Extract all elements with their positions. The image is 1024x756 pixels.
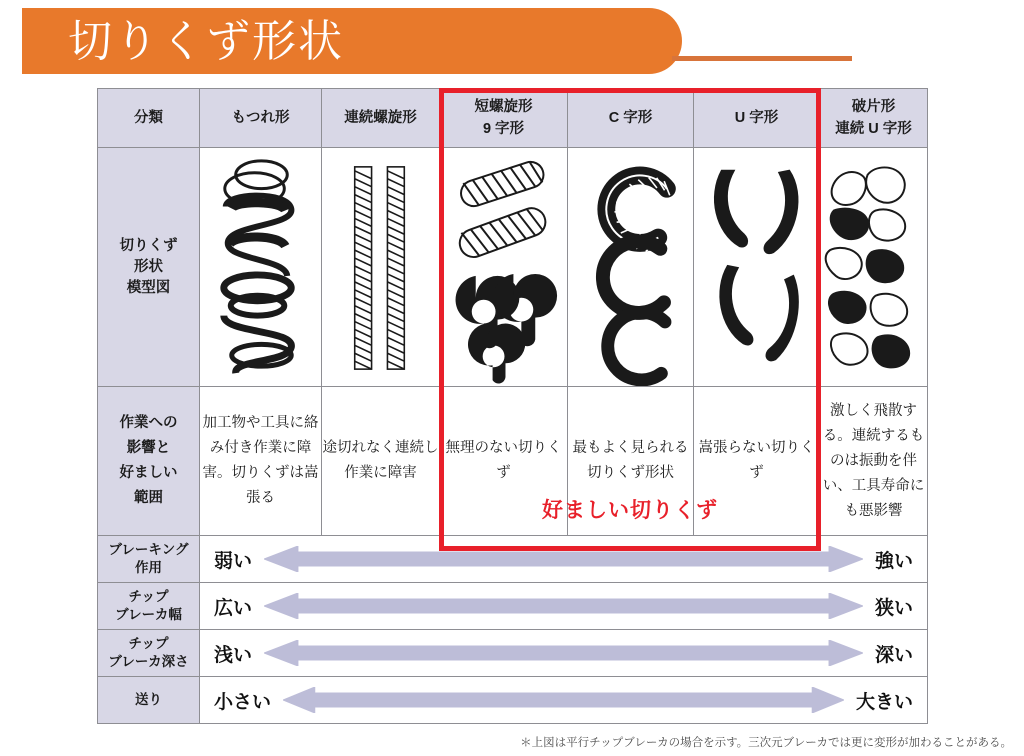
header-classification [98,89,200,148]
breaking-action-row [98,536,928,583]
note-u-shape: 嵩張らない切りくず [694,387,820,536]
chip-breaker-width-left-label: 広い [214,597,253,619]
double-arrow-icon [264,546,863,572]
breaking-action-scale [200,536,928,583]
row-label-line1: 切りくず [119,237,178,254]
double-arrow-icon [283,687,844,713]
header-u-shape-label: U 字形 [734,110,779,126]
chip-shape-model-row [98,148,928,387]
note-short-helical-9: 無理のない切りくず [440,387,568,536]
header-classification-label: 分類 [134,110,163,126]
header-short-helical-9-line1: 短螺旋形 [474,99,533,115]
double-arrow-icon [264,640,863,666]
chip-breaker-depth-left-label: 浅い [214,644,253,666]
chip-breaker-width-scale [200,583,928,630]
row-label-line2: 作用 [135,560,162,575]
continuous-helical-chip-icon [322,148,439,386]
row-label-line4: 範囲 [134,490,163,506]
header-fragment-line2: 連続 U 字形 [835,121,912,137]
header-c-shape-label: C 字形 [608,110,653,126]
breaking-action-right-label: 強い [874,550,913,572]
row-label-line1: 作業への [119,415,178,431]
u-shape-chip-icon [694,148,819,386]
table-header-row [98,89,928,148]
row-label-line1: チップ [128,589,169,604]
continuous-helical-chip-art [322,148,440,387]
feed-row [98,677,928,724]
footnote: ＊上図は平行チップブレーカの場合を示す。三次元ブレーカでは更に変形が加わることがある。 [520,737,1012,749]
header-tangled [200,89,322,148]
fragment-chip-icon [820,148,927,386]
tangled-chip-icon [200,148,321,386]
chip-breaker-depth-row [98,630,928,677]
row-label-line2: ブレーカ幅 [115,607,182,622]
page-title: 切りくず形状 [68,17,344,66]
chip-breaker-depth-right-label: 深い [874,644,913,666]
header-c-shape [568,89,694,148]
row-label-breaking-action [98,536,200,583]
row-label-line3: 好ましい [119,465,178,481]
breaking-action-left-label: 弱い [214,550,253,572]
note-tangled: 加工物や工具に絡み付き作業に障害。切りくずは嵩張る [200,387,322,536]
chip-shape-table [97,88,927,726]
header-short-helical-9-line2: 9 字形 [482,121,525,137]
fragment-chip-art [820,148,928,387]
c-shape-chip-art [568,148,694,387]
row-label-line1: 送り [135,692,162,707]
note-fragment: 激しく飛散する。連続するものは振動を伴い、工具寿命にも悪影響 [820,387,928,536]
row-label-line3: 模型図 [126,279,171,296]
short-helical-9-chip-icon [440,148,567,386]
row-label-chip-shape-model [98,148,200,387]
header-fragment-line1: 破片形 [851,99,896,115]
chip-breaker-width-row [98,583,928,630]
preferred-chip-label: 好ましい切りくず [542,499,718,522]
row-label-line2: ブレーカ深さ [108,654,189,669]
row-label-line2: 形状 [134,258,163,275]
title-pill-left-square [22,8,62,74]
row-label-effect-on-work [98,387,200,536]
header-short-helical-9 [440,89,568,148]
header-u-shape [694,89,820,148]
double-arrow-icon [264,593,863,619]
row-label-feed [98,677,200,724]
row-label-chip-breaker-width [98,583,200,630]
row-label-line2: 影響と [126,440,171,456]
header-fragment-continuous-u [820,89,928,148]
header-continuous-helical [322,89,440,148]
title-rule [672,56,852,61]
u-shape-chip-art [694,148,820,387]
header-tangled-label: もつれ形 [231,110,290,126]
table [97,88,928,724]
tangled-chip-art [200,148,322,387]
feed-left-label: 小さい [214,691,272,713]
chip-breaker-depth-scale [200,630,928,677]
short-helical-9-chip-art [440,148,568,387]
note-c-shape: 最もよく見られる切りくず形状 [568,387,694,536]
c-shape-chip-icon [568,148,693,386]
feed-right-label: 大きい [855,691,913,713]
row-label-line1: チップ [128,636,169,651]
note-continuous-helical: 途切れなく連続し作業に障害 [322,387,440,536]
title-banner [22,8,822,74]
header-continuous-helical-label: 連続螺旋形 [344,110,417,126]
feed-scale [200,677,928,724]
chip-breaker-width-right-label: 狭い [874,597,913,619]
row-label-chip-breaker-depth [98,630,200,677]
row-label-line1: ブレーキング [108,542,189,557]
